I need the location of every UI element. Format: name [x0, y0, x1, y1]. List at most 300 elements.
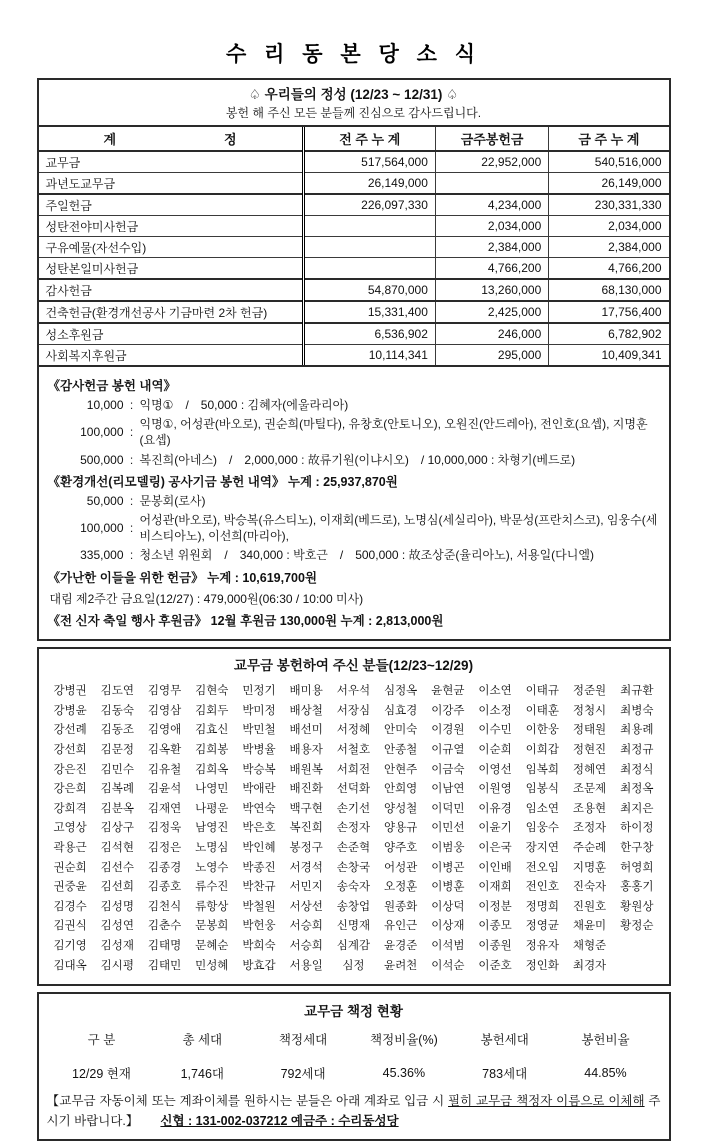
- notice-text-post: 주시기 바랍니다.】: [46, 1094, 661, 1128]
- week-total-cell: 26,149,000: [549, 173, 669, 195]
- detail-heading: 《가난한 이들을 위한 헌금》 누계 : 10,619,700원: [47, 570, 318, 585]
- detail-amount: 10,000: [86, 398, 124, 413]
- donor-name-cell: 이소정: [478, 704, 512, 717]
- donor-name-cell: 복진희: [289, 822, 323, 835]
- donor-name-cell: 선덕화: [336, 783, 371, 796]
- bulletin-page: [37, 0, 671, 1141]
- prev-total-cell: [303, 258, 435, 280]
- donor-name-cell: 배미용: [289, 685, 323, 698]
- offering-row: [39, 173, 669, 195]
- week-total-column-header: 금 주 누 계: [549, 127, 669, 151]
- donor-name-cell: 김춘수: [147, 920, 182, 933]
- detail-colon: :: [129, 452, 134, 467]
- donor-name-cell: 김문정: [100, 744, 134, 757]
- donor-name-cell: 이병훈: [431, 881, 465, 894]
- donor-name-row: [47, 681, 661, 701]
- donor-name-cell: 안미숙: [383, 724, 418, 737]
- donor-name-cell: 심계감: [336, 940, 371, 953]
- assessment-header-cell: 봉헌세대: [480, 1033, 529, 1048]
- detail-heading: 《전 신자 축일 행사 후원금》 12월 후원금 130,000원 누계 : 2,813,000원: [47, 613, 444, 628]
- donor-name-cell: 나평운: [195, 802, 229, 815]
- donor-name-cell: 이영선: [478, 763, 512, 776]
- donor-name-row: [47, 896, 661, 916]
- donor-name-cell: 김유철: [147, 763, 182, 776]
- assessment-header-cell: 구 분: [87, 1033, 116, 1048]
- donor-name-cell: 최병숙: [620, 704, 654, 717]
- offering-row: [39, 301, 669, 323]
- week-total-cell: 17,756,400: [549, 301, 669, 323]
- offering-table: [39, 127, 669, 365]
- donor-name-cell: 심정: [342, 959, 365, 972]
- donor-name-cell: 윤경준: [383, 940, 418, 953]
- donor-name-cell: 송숙자: [336, 881, 371, 894]
- offering-row: [39, 258, 669, 280]
- donor-name-cell: 허영희: [620, 861, 654, 874]
- detail-colon: :: [129, 548, 134, 563]
- donor-name-row: [47, 798, 661, 818]
- detail-donors: 청소년 위원회 / 340,000 : 박호근 / 500,000 : 故조상준(율리아노), 서용일(다니엘): [139, 548, 594, 563]
- detail-donors: 복진희(아네스) / 2,000,000 : 故류기원(이냐시오) / 10,000,000 : 차형기(베드로): [139, 452, 576, 467]
- account-header-right: 정: [224, 132, 237, 147]
- donor-name-cell: 양주호: [383, 842, 418, 855]
- donor-name-cell: 손기선: [336, 802, 371, 815]
- week-amount-cell: 22,952,000: [435, 151, 548, 173]
- donor-name-cell: 이준호: [478, 959, 512, 972]
- donor-name-cell: 김권식: [53, 920, 87, 933]
- notice-text-underlined: 필히 교무금 책정자 이름으로 이체해: [448, 1094, 645, 1109]
- donor-name-row: [47, 739, 661, 759]
- donor-name-cell: 이한웅: [525, 724, 559, 737]
- donor-name-cell: 이윤기: [478, 822, 512, 835]
- donor-name-cell: 박희숙: [242, 940, 276, 953]
- assessment-section: [37, 992, 671, 1141]
- week-amount-cell: 4,766,200: [435, 258, 548, 280]
- donor-name-row: [47, 935, 661, 955]
- donor-name-row: [47, 720, 661, 740]
- donor-name-cell: 봉정구: [289, 842, 323, 855]
- donor-name-cell: 김윤석: [147, 783, 182, 796]
- donor-name-cell: 이금숙: [431, 763, 465, 776]
- donor-name-cell: 박헌웅: [242, 920, 276, 933]
- donor-name-cell: 김도연: [100, 685, 134, 698]
- donor-name-cell: 박찬규: [242, 881, 276, 894]
- donor-name-cell: 류수진: [195, 881, 229, 894]
- donor-name-row: [47, 759, 661, 779]
- donor-name-cell: 강은희: [53, 783, 87, 796]
- donor-name-cell: 서정혜: [336, 724, 371, 737]
- detail-amount: 100,000: [80, 425, 124, 440]
- donor-name-cell: 손정자: [336, 822, 371, 835]
- donor-name-cell: 최지은: [620, 802, 654, 815]
- week-amount-cell: 295,000: [435, 345, 548, 366]
- detail-entry: [48, 512, 660, 544]
- donor-name-cell: 임복희: [525, 763, 559, 776]
- donor-name-cell: 김기영: [53, 940, 87, 953]
- donor-name-cell: 최용례: [620, 724, 654, 737]
- donor-name-cell: 김옥환: [147, 744, 182, 757]
- donor-name-cell: 어성관: [383, 861, 418, 874]
- donor-name-cell: 김효신: [195, 724, 229, 737]
- detail-heading: 《환경개선(리모델링) 공사기금 봉헌 내역》 누계 : 25,937,870원: [47, 474, 398, 489]
- donor-name-cell: 이경원: [431, 724, 465, 737]
- detail-colon: :: [129, 398, 134, 413]
- donor-name-cell: 나영민: [195, 783, 229, 796]
- donor-name-cell: 김동숙: [100, 704, 134, 717]
- donor-name-cell: 송창업: [336, 900, 371, 913]
- donor-name-cell: 김시평: [100, 959, 134, 972]
- week-total-cell: 2,384,000: [549, 237, 669, 258]
- donor-name-cell: 김종경: [147, 861, 182, 874]
- account-name-cell: 구유예물(자선수입): [39, 237, 304, 258]
- donor-name-cell: 윤현균: [431, 685, 465, 698]
- detail-entry: [48, 397, 660, 413]
- donor-name-cell: 서상선: [289, 900, 323, 913]
- donor-name-cell: 조정자: [572, 822, 607, 835]
- offering-row: [39, 345, 669, 366]
- donor-name-cell: 양용규: [383, 822, 418, 835]
- donor-name-cell: 이원영: [478, 783, 512, 796]
- donor-name-cell: 이민선: [431, 822, 465, 835]
- donor-name-row: [47, 837, 661, 857]
- donor-name-cell: 이태훈: [525, 704, 559, 717]
- transfer-notice: [39, 1090, 669, 1139]
- donor-name-cell: 배원복: [289, 763, 323, 776]
- prev-total-cell: [303, 237, 435, 258]
- donor-name-cell: 이병곤: [431, 861, 465, 874]
- donor-name-cell: 서철호: [336, 744, 371, 757]
- donor-name-cell: 박민철: [242, 724, 276, 737]
- prev-total-cell: 54,870,000: [303, 279, 435, 301]
- donor-name-cell: 유인근: [383, 920, 418, 933]
- offering-details: [39, 365, 669, 639]
- donor-name-cell: 서민지: [289, 881, 323, 894]
- donor-name-cell: 김선수: [100, 861, 134, 874]
- account-header-left: 계: [103, 132, 117, 147]
- donor-name-cell: 김성재: [100, 940, 134, 953]
- donor-name-cell: 이인배: [478, 861, 512, 874]
- donor-name-cell: 권순희: [53, 861, 87, 874]
- donor-name-cell: 이종모: [478, 920, 512, 933]
- week-amount-cell: 2,384,000: [435, 237, 548, 258]
- donor-name-cell: 김정욱: [147, 822, 182, 835]
- donor-name-cell: 박은호: [242, 822, 276, 835]
- donor-name-cell: 서용일: [289, 959, 323, 972]
- donor-name-cell: 정인화: [525, 959, 559, 972]
- donor-name-cell: 정현진: [572, 744, 607, 757]
- prev-total-cell: 15,331,400: [303, 301, 435, 323]
- detail-donors: 어성관(바오로), 박승복(유스티노), 이재회(베드로), 노명심(세실리아), 박문성(프란치스코), 임웅수(세비스티아노), 이선희(마리아),: [139, 512, 658, 544]
- donor-name-cell: 이소연: [478, 685, 512, 698]
- detail-entry: [48, 416, 660, 448]
- donor-name-cell: 남영진: [195, 822, 229, 835]
- week-amount-cell: 2,034,000: [435, 216, 548, 237]
- donor-name-cell: 이은국: [478, 842, 512, 855]
- donor-name-cell: 안현주: [383, 763, 418, 776]
- offering-section: [37, 78, 671, 641]
- donor-name-cell: 최정옥: [620, 783, 654, 796]
- donor-name-cell: 안희영: [383, 783, 418, 796]
- donor-name-cell: 이순희: [478, 744, 512, 757]
- donor-name-cell: 홍홍기: [620, 881, 654, 894]
- donor-name-cell: 김재연: [147, 802, 182, 815]
- donor-name-cell: 이유경: [478, 802, 512, 815]
- donor-name-cell: 윤려천: [383, 959, 418, 972]
- donor-name-row: [47, 818, 661, 838]
- donor-name-cell: 이정분: [478, 900, 512, 913]
- donor-name-cell: 조용현: [572, 802, 607, 815]
- detail-donors: 익명① / 50,000 : 김혜자(에울라리아): [139, 398, 349, 412]
- donor-name-cell: 손창국: [336, 861, 371, 874]
- donor-name-cell: 김석현: [100, 842, 134, 855]
- donor-name-cell: 박병율: [242, 744, 276, 757]
- donor-name-cell: 서승희: [289, 920, 323, 933]
- donor-name-cell: 노영수: [195, 861, 229, 874]
- donor-name-cell: 김영애: [147, 724, 182, 737]
- donor-name-row: [47, 857, 661, 877]
- donor-name-cell: 박종진: [242, 861, 276, 874]
- detail-entry: [48, 452, 660, 468]
- donor-name-cell: 김분옥: [100, 802, 134, 815]
- donor-name-cell: 박승복: [242, 763, 276, 776]
- account-name-cell: 감사헌금: [39, 279, 304, 301]
- account-name-cell: 사회복지후원금: [39, 345, 304, 366]
- detail-donors: 익명①, 어성관(바오로), 권순희(마틸다), 유창호(안토니오), 오원진(안드레아), 전인호(요셉), 지명훈(요셉): [139, 417, 648, 448]
- donor-name-cell: 김희옥: [195, 763, 229, 776]
- donor-name-cell: 최정규: [620, 744, 654, 757]
- account-name-cell: 건축헌금(환경개선공사 기금마련 2차 헌금): [39, 301, 304, 323]
- donor-name-cell: 민정기: [242, 685, 276, 698]
- donor-name-cell: 문봉희: [195, 920, 229, 933]
- donor-name-cell: 박인혜: [242, 842, 276, 855]
- account-name-cell: 성소후원금: [39, 323, 304, 345]
- donor-name-cell: 황원상: [620, 900, 654, 913]
- donor-name-cell: 김선희: [100, 881, 134, 894]
- donor-name-cell: 정준원: [572, 685, 607, 698]
- assessment-table: [51, 1022, 656, 1090]
- donor-name-cell: 김대옥: [53, 959, 87, 972]
- assessment-header-row: [51, 1022, 656, 1056]
- donor-name-cell: 고영상: [53, 822, 87, 835]
- assessment-header-cell: 총 세대: [182, 1033, 223, 1048]
- donor-name-cell: 이수민: [478, 724, 512, 737]
- detail-amount: 50,000: [86, 493, 124, 508]
- donor-names-grid: [39, 681, 669, 985]
- donor-name-cell: 김영삼: [147, 704, 182, 717]
- detail-heading: 《감사헌금 봉헌 내역》: [47, 379, 177, 393]
- donor-name-cell: [613, 955, 660, 975]
- donor-name-cell: 채형준: [572, 940, 607, 953]
- donor-name-cell: 이석순: [431, 959, 465, 972]
- donor-name-cell: 김정은: [147, 842, 182, 855]
- account-name-cell: 성탄본일미사헌금: [39, 258, 304, 280]
- week-amount-cell: [435, 173, 548, 195]
- offering-subheading: 봉헌 해 주신 모든 분들께 진심으로 감사드립니다.: [225, 106, 482, 120]
- donor-name-cell: 문혜순: [195, 940, 229, 953]
- assessment-value-cell: 1,746대: [180, 1067, 224, 1082]
- donor-name-cell: 강병권: [53, 685, 87, 698]
- donor-name-cell: 방효갑: [242, 959, 276, 972]
- donor-name-row: [47, 876, 661, 896]
- donor-name-cell: 하이정: [620, 822, 654, 835]
- donor-name-row: [47, 778, 661, 798]
- assessment-data-row: [51, 1056, 656, 1090]
- week-total-cell: 6,782,902: [549, 323, 669, 345]
- donor-name-cell: 김성명: [100, 900, 134, 913]
- donor-name-cell: 황정순: [620, 920, 654, 933]
- donor-name-cell: 이재희: [478, 881, 512, 894]
- donor-name-cell: 정영균: [525, 920, 559, 933]
- donor-name-cell: 양성철: [383, 802, 418, 815]
- prev-total-cell: 26,149,000: [303, 173, 435, 195]
- donor-name-cell: 김종호: [147, 881, 182, 894]
- donor-name-cell: 이덕민: [431, 802, 465, 815]
- week-total-cell: 540,516,000: [549, 151, 669, 173]
- donor-name-cell: 강희격: [53, 802, 87, 815]
- detail-entry: [48, 493, 660, 509]
- prev-total-cell: [303, 216, 435, 237]
- donor-name-cell: 손준혁: [336, 842, 371, 855]
- donor-name-cell: 배진화: [289, 783, 323, 796]
- donor-name-cell: 이범웅: [431, 842, 465, 855]
- donor-name-cell: 류항상: [195, 900, 229, 913]
- donor-name-cell: 최정식: [620, 763, 654, 776]
- donor-name-cell: 민성혜: [195, 959, 229, 972]
- prev-total-cell: 6,536,902: [303, 323, 435, 345]
- donor-name-cell: 최경자: [572, 959, 607, 972]
- assessment-value-cell: 783세대: [482, 1067, 528, 1082]
- detail-amount: 100,000: [80, 521, 124, 536]
- donor-name-cell: 이종원: [478, 940, 512, 953]
- detail-colon: :: [129, 493, 134, 508]
- donor-name-cell: 김태명: [147, 940, 182, 953]
- donor-name-cell: 채윤미: [572, 920, 607, 933]
- week-total-cell: 2,034,000: [549, 216, 669, 237]
- offering-row: [39, 279, 669, 301]
- detail-entry: [48, 547, 660, 563]
- week-amount-cell: 2,425,000: [435, 301, 548, 323]
- donor-name-cell: 이석범: [431, 940, 465, 953]
- donor-name-cell: [613, 935, 660, 955]
- offering-header: [39, 80, 669, 127]
- page-title: 수 리 동 본 당 소 식: [225, 43, 481, 66]
- offering-row: [39, 216, 669, 237]
- donor-name-cell: 서승희: [289, 940, 323, 953]
- donor-name-cell: 임소연: [525, 802, 559, 815]
- donor-name-cell: 임웅수: [525, 822, 559, 835]
- donor-name-cell: 이희갑: [525, 744, 559, 757]
- donor-name-cell: 안종철: [383, 744, 418, 757]
- donor-name-cell: 진숙자: [572, 881, 607, 894]
- donor-name-cell: 정청시: [572, 704, 607, 717]
- week-amount-cell: 13,260,000: [435, 279, 548, 301]
- donor-name-cell: 전인호: [525, 881, 559, 894]
- donor-name-cell: 주순례: [572, 842, 607, 855]
- donor-name-cell: 장지연: [525, 842, 559, 855]
- offering-row: [39, 237, 669, 258]
- account-name-cell: 주일헌금: [39, 194, 304, 216]
- donor-name-cell: 정명희: [525, 900, 559, 913]
- detail-amount: 500,000: [80, 452, 124, 467]
- donor-name-cell: 이상재: [431, 920, 465, 933]
- donor-name-cell: 김경수: [53, 900, 87, 913]
- assessment-title: 교무금 책정 현황: [304, 1004, 403, 1020]
- donor-name-cell: 정유자: [525, 940, 559, 953]
- bank-account-info: 신협 : 131-002-037212 예금주 : 수리동성당: [160, 1113, 399, 1128]
- donor-names-section: [37, 647, 671, 987]
- prev-total-cell: 517,564,000: [303, 151, 435, 173]
- assessment-header-cell: 책정비율(%): [370, 1033, 438, 1048]
- assessment-value-cell: 45.36%: [382, 1066, 426, 1081]
- account-name-cell: 교무금: [39, 151, 304, 173]
- donor-name-cell: 김민수: [100, 763, 134, 776]
- assessment-value-cell: 12/29 현재: [72, 1067, 131, 1082]
- donor-name-cell: 김복례: [100, 783, 134, 796]
- donor-name-cell: 배용자: [289, 744, 323, 757]
- donor-name-cell: 지명훈: [572, 861, 607, 874]
- donor-name-row: [47, 916, 661, 936]
- donor-name-cell: 권중윤: [53, 881, 87, 894]
- donor-name-cell: 박연숙: [242, 802, 276, 815]
- donor-name-cell: 이남연: [431, 783, 465, 796]
- donor-name-cell: 신명재: [336, 920, 371, 933]
- detail-colon: :: [129, 425, 134, 440]
- week-total-cell: 68,130,000: [549, 279, 669, 301]
- donor-name-cell: 박미정: [242, 704, 276, 717]
- donor-names-table: [47, 681, 661, 975]
- donor-name-cell: 김동조: [100, 724, 134, 737]
- donor-name-cell: 정혜연: [572, 763, 607, 776]
- donor-name-cell: 강병윤: [53, 704, 87, 717]
- week-amount-cell: 4,234,000: [435, 194, 548, 216]
- donor-name-cell: 김천식: [147, 900, 182, 913]
- donor-name-cell: 임봉식: [525, 783, 559, 796]
- assessment-header-cell: 책정세대: [278, 1033, 328, 1048]
- donor-name-cell: 원종화: [383, 900, 418, 913]
- donor-name-row: [47, 955, 661, 975]
- donor-name-cell: 한구창: [620, 842, 654, 855]
- detail-amount: 335,000: [80, 548, 124, 563]
- donor-name-cell: 서장심: [336, 704, 371, 717]
- donor-name-cell: 강선희: [53, 744, 87, 757]
- donor-name-cell: 서경석: [289, 861, 323, 874]
- prev-total-cell: 10,114,341: [303, 345, 435, 366]
- donor-name-cell: 김상구: [100, 822, 134, 835]
- detail-colon: :: [129, 521, 134, 536]
- detail-line: 대림 제2주간 금요일(12/27) : 479,000원(06:30 / 10:00 미사): [49, 591, 364, 606]
- offering-row: [39, 323, 669, 345]
- donor-name-cell: 전오임: [525, 861, 559, 874]
- donor-name-cell: 김회두: [195, 704, 229, 717]
- donor-name-cell: 최규환: [620, 685, 654, 698]
- week-amount-cell: 246,000: [435, 323, 548, 345]
- assessment-header-cell: 봉헌비율: [581, 1033, 630, 1048]
- week-total-cell: 230,331,330: [549, 194, 669, 216]
- detail-donors: 문봉회(로사): [139, 493, 206, 508]
- week-total-cell: 10,409,341: [549, 345, 669, 366]
- donor-name-cell: 서희전: [336, 763, 371, 776]
- donor-name-cell: 곽용근: [53, 842, 87, 855]
- offering-row: [39, 151, 669, 173]
- account-name-cell: 과년도교무금: [39, 173, 304, 195]
- donor-name-cell: 김성연: [100, 920, 134, 933]
- offering-heading: ♤ 우리들의 정성 (12/23 ~ 12/31) ♤: [248, 87, 459, 102]
- prev-total-column-header: 전 주 누 계: [303, 127, 435, 151]
- donor-name-cell: 이태규: [525, 685, 559, 698]
- donor-name-cell: 배선미: [289, 724, 323, 737]
- donor-name-cell: 강선례: [53, 724, 87, 737]
- assessment-value-cell: 792세대: [280, 1067, 326, 1082]
- donor-name-cell: 정태원: [572, 724, 607, 737]
